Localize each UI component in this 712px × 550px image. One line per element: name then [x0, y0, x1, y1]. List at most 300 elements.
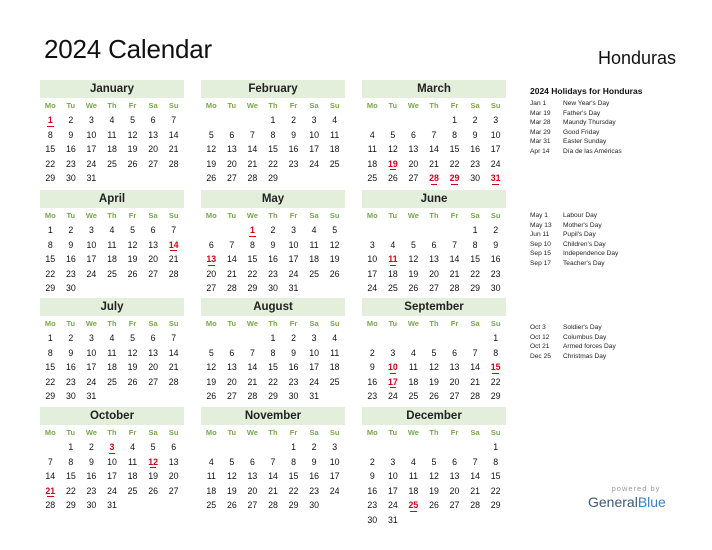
day-cell: 2 [68, 333, 74, 343]
day-cell [242, 440, 263, 455]
day-cell: 17 [86, 144, 97, 155]
day-cell [403, 513, 424, 528]
day-cell: 20 [449, 485, 460, 496]
day-cell [424, 513, 445, 528]
holiday-item [530, 99, 622, 109]
week-row [201, 455, 345, 470]
month-header: September [362, 298, 506, 316]
day-cell: 3 [311, 333, 317, 343]
weekday-label: Sa [309, 428, 319, 437]
weekday-label: Su [329, 211, 340, 220]
weekday-header-row [201, 317, 345, 331]
week-row [201, 484, 345, 499]
day-cell [444, 513, 465, 528]
day-cell [324, 281, 345, 296]
day-cell: 20 [449, 376, 460, 387]
day-cell: 13 [148, 239, 158, 250]
holiday-day-cell: 13 [201, 252, 222, 267]
day-cell: 11 [107, 239, 117, 250]
weekday-label: We [85, 211, 97, 220]
day-cell [122, 281, 143, 296]
day-cell: 29 [45, 283, 56, 294]
day-cell: 9 [68, 129, 74, 140]
holiday-date: Mar 31 [530, 138, 551, 146]
weekday-label: Th [107, 101, 117, 110]
day-cell: 27 [148, 376, 158, 387]
week-row [201, 375, 345, 390]
day-cell [201, 113, 222, 128]
day-cell: 26 [206, 391, 217, 402]
day-cell: 31 [309, 391, 319, 402]
weekday-header-row [201, 99, 345, 113]
week-row [362, 469, 506, 484]
day-cell: 17 [387, 485, 398, 496]
day-cell: 7 [452, 239, 457, 250]
weekday-label: Fr [450, 101, 459, 110]
day-cell: 23 [65, 158, 76, 169]
day-cell: 9 [493, 239, 499, 250]
holiday-day-cell: 1 [242, 223, 263, 238]
weekday-label: We [85, 101, 97, 110]
day-cell: 19 [127, 254, 138, 265]
day-cell: 27 [148, 268, 158, 279]
generalblue-logo[interactable] [588, 484, 684, 510]
holiday-item [530, 211, 618, 221]
holiday-name: Christmas Day [563, 352, 607, 360]
day-cell: 5 [208, 347, 214, 358]
day-cell: 21 [429, 158, 439, 169]
day-cell: 27 [247, 500, 258, 511]
week-row [362, 346, 506, 361]
week-row [201, 331, 345, 346]
day-cell: 24 [288, 268, 299, 279]
month-header: August [201, 298, 345, 316]
day-cell [201, 223, 222, 238]
weekday-label: Fr [450, 319, 459, 328]
week-row [201, 128, 345, 143]
week-row [201, 113, 345, 128]
day-cell [143, 281, 164, 296]
weekday-label: Th [107, 319, 117, 328]
day-cell: 28 [247, 391, 258, 402]
day-cell: 29 [247, 283, 258, 294]
day-cell [102, 389, 123, 404]
week-row [362, 113, 506, 128]
week-row [40, 346, 184, 361]
day-cell: 6 [452, 456, 457, 467]
day-cell: 2 [291, 115, 296, 125]
day-cell: 2 [68, 225, 74, 235]
weekday-label: Th [429, 101, 439, 110]
weekday-label: Mo [366, 211, 378, 220]
weekday-label: Su [329, 319, 340, 328]
day-cell: 25 [367, 173, 378, 184]
weekday-label: Fr [128, 101, 137, 110]
day-cell: 27 [206, 283, 217, 294]
day-cell: 13 [226, 144, 237, 155]
day-cell: 8 [452, 129, 457, 140]
day-cell: 23 [288, 158, 299, 169]
day-cell: 6 [208, 239, 214, 250]
day-cell: 5 [390, 129, 396, 140]
day-cell: 19 [408, 268, 419, 279]
brand-name [588, 494, 684, 510]
holiday-name: Soldier's Day [563, 324, 602, 331]
holiday-date: Sep 10 [530, 240, 551, 248]
weekday-label: Fr [289, 101, 298, 110]
day-cell: 15 [288, 471, 299, 482]
weekday-label: Mo [205, 428, 217, 437]
day-cell: 23 [65, 376, 76, 387]
week-row [40, 252, 184, 267]
day-cell: 18 [387, 268, 398, 279]
day-cell: 31 [107, 500, 117, 511]
weekday-header-row [40, 99, 184, 113]
day-cell [122, 171, 143, 186]
weekday-label: Mo [44, 211, 56, 220]
day-cell: 12 [429, 471, 439, 482]
day-cell: 14 [449, 254, 460, 265]
day-cell: 6 [452, 347, 457, 358]
day-cell: 6 [229, 129, 235, 140]
week-row [40, 157, 184, 172]
day-cell: 27 [226, 173, 237, 184]
day-cell: 28 [168, 376, 179, 387]
day-cell: 29 [470, 283, 480, 294]
day-cell: 30 [309, 500, 319, 511]
week-row [201, 440, 345, 455]
month-november [201, 407, 345, 513]
day-cell: 25 [329, 158, 340, 169]
day-cell: 1 [493, 333, 499, 343]
holiday-date: Oct 3 [530, 324, 546, 331]
day-cell: 23 [288, 376, 299, 387]
day-cell: 22 [470, 268, 480, 279]
holiday-date: Jun 11 [530, 231, 550, 239]
week-row [362, 223, 506, 238]
day-cell: 25 [309, 268, 319, 279]
holiday-name: Día de las Américas [563, 147, 622, 155]
day-cell: 6 [249, 456, 255, 467]
week-row [201, 498, 345, 513]
day-cell [444, 440, 465, 455]
weekday-label: Fr [128, 211, 137, 220]
day-cell: 28 [449, 283, 460, 294]
day-cell: 27 [449, 391, 460, 402]
day-cell: 26 [329, 268, 340, 279]
day-cell: 10 [309, 129, 319, 140]
day-cell: 31 [288, 283, 299, 294]
day-cell: 16 [65, 362, 76, 373]
country-name: Honduras [598, 48, 677, 68]
day-cell: 30 [288, 391, 299, 402]
day-cell: 22 [45, 376, 56, 387]
day-cell: 6 [150, 333, 156, 343]
weekday-label: Su [329, 101, 340, 110]
day-cell: 2 [493, 225, 499, 235]
day-cell: 11 [408, 471, 418, 482]
week-row [40, 281, 184, 296]
weekday-label: We [246, 101, 258, 110]
day-cell: 22 [268, 158, 278, 169]
day-cell: 28 [268, 500, 278, 511]
day-cell [163, 498, 184, 513]
week-row [201, 171, 345, 186]
holiday-item [530, 230, 618, 240]
day-cell: 10 [288, 239, 299, 250]
week-row [40, 375, 184, 390]
weekday-label: Tu [227, 101, 237, 110]
day-cell: 25 [127, 485, 138, 496]
day-cell: 10 [107, 456, 117, 467]
week-row [362, 281, 506, 296]
weekday-label: Mo [366, 319, 378, 328]
day-cell: 29 [490, 500, 501, 511]
day-cell: 25 [387, 283, 398, 294]
day-cell: 21 [470, 376, 480, 387]
day-cell: 27 [226, 391, 237, 402]
day-cell: 22 [490, 485, 501, 496]
day-cell: 15 [45, 144, 56, 155]
day-cell: 24 [309, 376, 319, 387]
day-cell: 18 [329, 144, 340, 155]
day-cell: 5 [130, 333, 135, 343]
day-cell: 9 [369, 362, 375, 373]
day-cell: 2 [369, 456, 375, 467]
day-cell: 11 [107, 129, 117, 140]
week-row [362, 252, 506, 267]
month-header: November [201, 407, 345, 425]
day-cell: 8 [47, 239, 53, 250]
day-cell: 26 [148, 485, 158, 496]
day-cell: 5 [431, 456, 437, 467]
day-cell: 19 [206, 158, 217, 169]
day-cell: 2 [270, 225, 276, 235]
holiday-name: Good Friday [563, 128, 600, 136]
weekday-label: Sa [309, 211, 319, 220]
day-cell: 19 [429, 376, 439, 387]
day-cell [242, 331, 263, 346]
day-cell: 30 [367, 514, 378, 525]
day-cell: 7 [171, 333, 177, 343]
day-cell: 21 [470, 485, 480, 496]
day-cell [403, 223, 424, 238]
day-cell: 12 [127, 347, 138, 358]
day-cell: 23 [65, 268, 76, 279]
holiday-date: Mar 19 [530, 109, 551, 117]
day-cell: 17 [490, 144, 501, 155]
weekday-label: Sa [148, 319, 158, 328]
day-cell: 10 [86, 129, 97, 140]
day-cell [163, 389, 184, 404]
day-cell: 18 [107, 144, 117, 155]
day-cell: 24 [329, 485, 340, 496]
day-cell: 4 [332, 333, 338, 343]
day-cell: 6 [431, 239, 437, 250]
day-cell: 22 [65, 485, 76, 496]
holiday-day-cell: 28 [424, 171, 445, 186]
day-cell: 13 [408, 144, 419, 155]
day-cell: 6 [229, 347, 235, 358]
day-cell: 9 [291, 347, 296, 358]
day-cell: 30 [65, 283, 76, 294]
day-cell: 20 [429, 268, 439, 279]
day-cell: 20 [206, 268, 217, 279]
day-cell: 29 [490, 391, 501, 402]
weekday-header-row [201, 426, 345, 440]
weekday-label: Su [490, 211, 501, 220]
day-cell [222, 113, 243, 128]
day-cell: 15 [490, 471, 501, 482]
day-cell [283, 171, 304, 186]
day-cell: 29 [45, 391, 56, 402]
day-cell: 14 [429, 144, 439, 155]
day-cell: 29 [268, 391, 278, 402]
day-cell: 24 [107, 485, 117, 496]
week-row [362, 498, 506, 513]
day-cell: 27 [449, 500, 460, 511]
day-cell: 15 [449, 144, 460, 155]
day-cell: 31 [86, 391, 97, 402]
day-cell: 30 [86, 500, 97, 511]
day-cell: 19 [226, 485, 237, 496]
day-cell: 10 [367, 254, 378, 265]
day-cell: 30 [65, 391, 76, 402]
day-cell: 11 [330, 129, 340, 140]
day-cell: 7 [47, 456, 53, 467]
day-cell: 26 [408, 283, 419, 294]
week-row [362, 157, 506, 172]
day-cell: 24 [86, 376, 97, 387]
holiday-item [530, 240, 618, 250]
weekday-header-row [40, 209, 184, 223]
month-header: June [362, 190, 506, 208]
day-cell: 1 [68, 442, 74, 452]
week-row [40, 238, 184, 253]
day-cell: 9 [311, 456, 317, 467]
weekday-label: Tu [388, 211, 398, 220]
weekday-label: Fr [289, 428, 298, 437]
weekday-label: Su [168, 428, 179, 437]
day-cell: 10 [329, 456, 340, 467]
day-cell [465, 513, 486, 528]
day-cell [304, 171, 325, 186]
weekday-label: Fr [289, 319, 298, 328]
holiday-item [530, 147, 622, 157]
brand-part2: Blue [637, 494, 666, 510]
day-cell: 4 [109, 225, 115, 235]
day-cell: 4 [130, 442, 135, 452]
week-row [201, 469, 345, 484]
holiday-day-cell: 11 [383, 252, 404, 267]
day-cell: 25 [107, 158, 117, 169]
day-cell: 4 [109, 115, 115, 125]
page-title: 2024 Calendar [44, 34, 212, 64]
day-cell: 13 [449, 362, 460, 373]
holiday-item [530, 221, 618, 231]
day-cell [465, 440, 486, 455]
weekday-label: We [407, 319, 419, 328]
day-cell: 30 [268, 283, 278, 294]
day-cell [163, 281, 184, 296]
day-cell [163, 171, 184, 186]
weekday-label: Su [490, 428, 501, 437]
day-cell: 17 [309, 362, 319, 373]
day-cell: 26 [127, 158, 138, 169]
week-row [362, 455, 506, 470]
day-cell: 17 [107, 471, 117, 482]
holiday-list [530, 211, 618, 269]
day-cell [383, 440, 404, 455]
powered-by-text: powered by [611, 484, 661, 493]
day-cell: 3 [88, 333, 94, 343]
day-cell [143, 171, 164, 186]
day-cell: 3 [291, 225, 296, 235]
day-cell: 21 [268, 485, 278, 496]
day-cell: 6 [171, 442, 177, 452]
week-row [362, 389, 506, 404]
day-cell: 14 [470, 471, 480, 482]
week-row [201, 142, 345, 157]
day-cell: 4 [410, 347, 416, 358]
day-cell: 2 [88, 442, 94, 452]
month-february [201, 80, 345, 186]
day-cell: 16 [470, 144, 480, 155]
day-cell [222, 440, 243, 455]
day-cell: 19 [329, 254, 340, 265]
weekday-label: Tu [66, 101, 76, 110]
day-cell: 1 [270, 115, 276, 125]
weekday-label: Sa [309, 319, 319, 328]
day-cell: 14 [226, 254, 237, 265]
week-row [362, 128, 506, 143]
weekday-label: Th [429, 211, 439, 220]
weekday-label: Sa [470, 101, 480, 110]
day-cell: 14 [168, 129, 179, 140]
day-cell: 3 [332, 442, 338, 452]
holiday-item [530, 109, 622, 119]
day-cell: 12 [226, 471, 237, 482]
day-cell: 3 [390, 347, 396, 358]
day-cell: 1 [47, 225, 53, 235]
day-cell: 7 [171, 115, 177, 125]
day-cell: 26 [429, 500, 439, 511]
day-cell: 12 [206, 144, 217, 155]
day-cell: 5 [431, 347, 437, 358]
week-row [362, 238, 506, 253]
day-cell: 9 [472, 129, 478, 140]
day-cell: 25 [329, 376, 340, 387]
week-row [201, 360, 345, 375]
day-cell: 15 [268, 362, 278, 373]
day-cell: 28 [226, 283, 237, 294]
weekday-label: We [407, 211, 419, 220]
day-cell: 20 [148, 362, 158, 373]
day-cell: 21 [247, 158, 258, 169]
holiday-item [530, 128, 622, 138]
day-cell: 8 [47, 347, 53, 358]
day-cell: 26 [429, 391, 439, 402]
day-cell: 23 [367, 500, 378, 511]
day-cell: 9 [88, 456, 94, 467]
day-cell: 21 [168, 144, 179, 155]
month-header: April [40, 190, 184, 208]
day-cell: 2 [369, 347, 375, 358]
day-cell: 7 [472, 456, 478, 467]
day-cell: 5 [130, 115, 135, 125]
weekday-label: Th [268, 428, 278, 437]
day-cell [242, 113, 263, 128]
